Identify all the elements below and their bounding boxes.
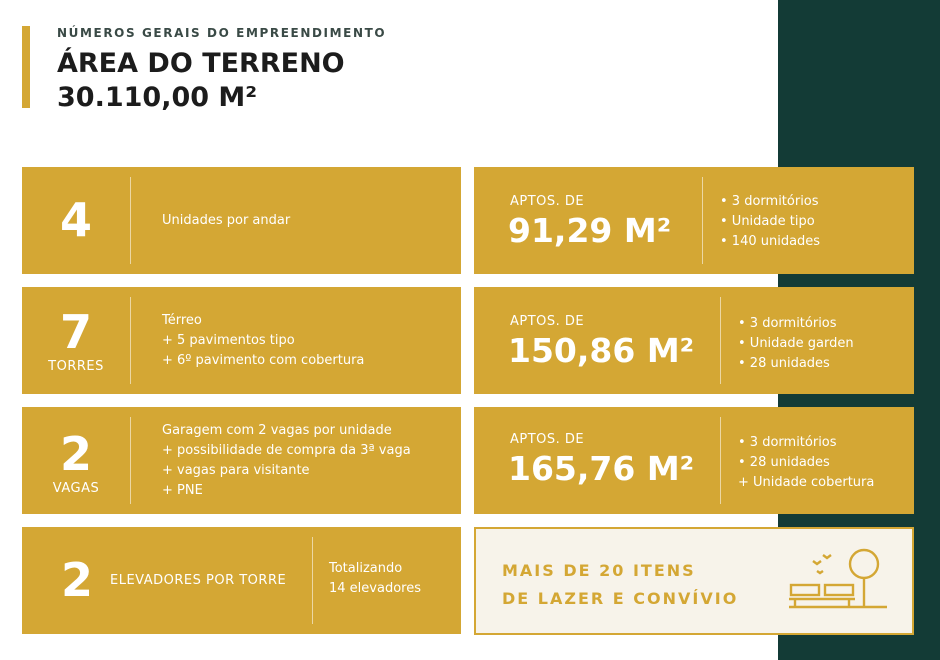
card-number-caption: ELEVADORES POR TORRE [110,573,287,588]
card-line: + possibilidade de compra da 3ª vaga [162,443,411,458]
feature-line: + Unidade cobertura [738,475,875,490]
card-number: 2 [59,427,92,481]
leisure-park-icon [789,547,889,617]
parking-card [22,407,461,514]
card-number-caption: TORRES [48,359,104,374]
feature-line: • 3 dormitórios [720,194,819,209]
card-number-caption: VAGAS [52,481,100,496]
card-line: Garagem com 2 vagas por unidade [162,423,392,438]
towers-card [22,287,461,394]
card-line: 14 elevadores [329,581,421,596]
card-divider [130,297,131,384]
card-divider [312,537,313,624]
card-line: Unidades por andar [162,213,291,228]
feature-line: • 28 unidades [738,356,830,371]
card-number: 4 [59,193,92,247]
apartment-label: APTOS. DE [510,314,585,329]
card-divider [130,417,131,504]
card-description [162,211,290,231]
card-line: + 6º pavimento com cobertura [162,353,365,368]
leisure-text [502,557,738,613]
feature-line: • 3 dormitórios [738,316,837,331]
header-area-value: 30.110,00 M² [57,82,258,113]
feature-line: • Unidade tipo [720,214,815,229]
leisure-items-box [474,527,914,635]
feature-line: • Unidade garden [738,336,854,351]
apartment-size: 150,86 M² [508,331,695,370]
leisure-line: MAIS DE 20 ITENS [502,561,696,580]
card-divider [130,177,131,264]
card-divider [702,177,703,264]
card-divider [720,417,721,504]
apartment-label: APTOS. DE [510,432,585,447]
apartment-features [720,192,820,252]
feature-line: • 28 unidades [738,455,830,470]
feature-line: • 140 unidades [720,234,821,249]
apartment-size: 91,29 M² [508,211,672,250]
card-line: Térreo [162,313,202,328]
card-line: + vagas para visitante [162,463,310,478]
card-description [162,421,411,501]
card-description [162,311,364,371]
apartment-features [738,433,874,493]
units-per-floor-card [22,167,461,274]
leisure-line: DE LAZER E CONVÍVIO [502,589,739,608]
card-number: 2 [60,553,93,607]
header-accent-bar [22,26,30,108]
apartment-label: APTOS. DE [510,194,585,209]
feature-line: • 3 dormitórios [738,435,837,450]
elevators-card [22,527,461,634]
apartment-size: 165,76 M² [508,449,695,488]
apartment-card [474,407,914,514]
header-eyebrow: NÚMEROS GERAIS DO EMPREENDIMENTO [57,26,387,40]
card-number: 7 [59,305,92,359]
card-line: Totalizando [329,561,403,576]
card-divider [720,297,721,384]
card-description [329,559,421,599]
card-line: + PNE [162,483,203,498]
card-line: + 5 pavimentos tipo [162,333,295,348]
apartment-card [474,167,914,274]
header-title: ÁREA DO TERRENO [57,48,345,79]
apartment-card [474,287,914,394]
apartment-features [738,314,854,374]
